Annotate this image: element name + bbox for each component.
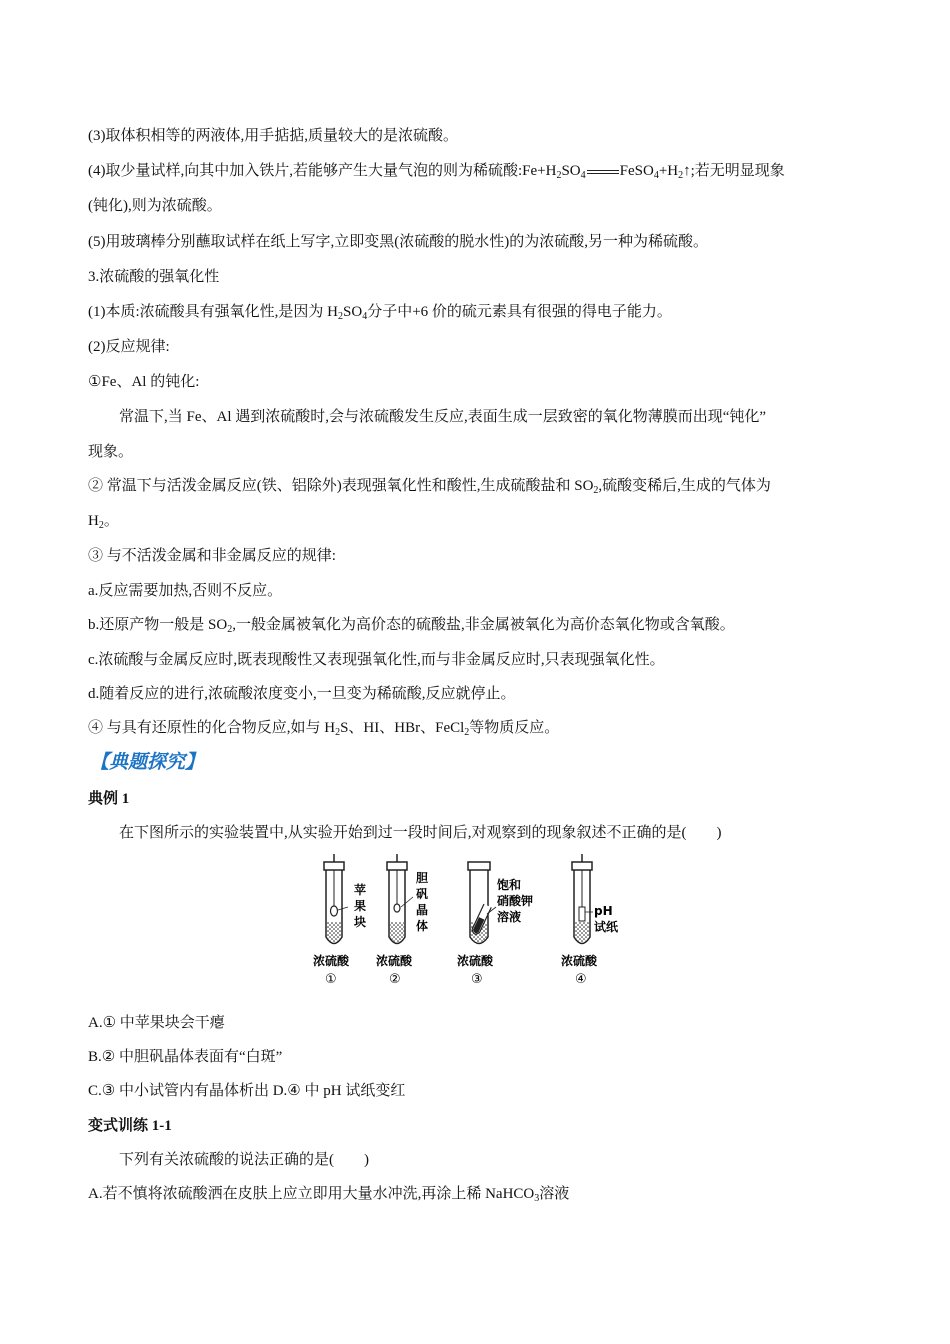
method-5: (5)用玻璃棒分别蘸取试样在纸上写字,立即变黑(浓硫酸的脱水性)的为浓硫酸,另一种为稀硫酸。 bbox=[88, 234, 708, 250]
variant-question: 下列有关浓硫酸的说法正确的是( ) bbox=[119, 1152, 369, 1168]
option-b: B.② 中胆矾晶体表面有“白斑” bbox=[88, 1049, 283, 1065]
rule-1-body: 常温下,当 Fe、Al 遇到浓硫酸时,会与浓硫酸发生反应,表面生成一层致密的氧化物薄膜而出现“钝化” bbox=[119, 409, 767, 425]
tube-2-label: 浓硫酸 bbox=[376, 954, 413, 968]
tube-2-side-label-4: 体 bbox=[416, 919, 429, 933]
tube-1 bbox=[313, 854, 366, 987]
option-c-d: C.③ 中小试管内有晶体析出 D.④ 中 pH 试纸变红 bbox=[88, 1083, 406, 1099]
rule-1-heading: ①Fe、Al 的钝化: bbox=[88, 374, 200, 390]
example-title: 典例 1 bbox=[88, 791, 130, 807]
tube-2-side-label-2: 矾 bbox=[416, 887, 429, 901]
tube-4-num: ④ bbox=[575, 972, 587, 987]
tube-4-label: 浓硫酸 bbox=[561, 954, 598, 968]
ph-paper-icon bbox=[579, 907, 585, 921]
rule-3d: d.随着反应的进行,浓硫酸浓度变小,一旦变为稀硫酸,反应就停止。 bbox=[88, 686, 516, 702]
method-3: (3)取体积相等的两液体,用手掂掂,质量较大的是浓硫酸。 bbox=[88, 128, 458, 144]
tube-1-num: ① bbox=[325, 972, 337, 987]
test-tube-figure bbox=[313, 852, 653, 992]
tube-3-side-label-1: 饱和 bbox=[497, 878, 522, 892]
method-4-line1: (4)取少量试样,向其中加入铁片,若能够产生大量气泡的则为稀硫酸$:Fe+H_2SO_4$ $FeSO_4+H_2↑$;若无明显现象 bbox=[88, 163, 785, 181]
crystal-icon bbox=[394, 904, 400, 912]
tube-4-side-label-2: 试纸 bbox=[594, 920, 619, 934]
tube-3-num: ③ bbox=[471, 972, 483, 987]
equals-sign-icon bbox=[587, 170, 619, 174]
rule-2-line1: ② 常温下与活泼金属反应(铁、铝除外)表现强氧化性和酸性,生成硫酸盐和 $SO_2$,硫酸变稀后,生成的气体为 bbox=[88, 478, 771, 496]
rule-3-heading: ③ 与不活泼金属和非金属反应的规律: bbox=[88, 548, 336, 564]
tube-2 bbox=[376, 854, 429, 987]
tube-3-side-label-2: 硝酸钾 bbox=[497, 894, 534, 908]
tube-2-side-label-3: 晶 bbox=[416, 903, 429, 917]
example-question: 在下图所示的实验装置中,从实验开始到过一段时间后,对观察到的现象叙述不正确的是( ) bbox=[119, 825, 722, 841]
apple-piece-icon bbox=[331, 906, 338, 916]
tube-3-side-label-3: 溶液 bbox=[497, 910, 522, 924]
variant-option-a: A.若不慎将浓硫酸洒在皮肤上应立即用大量水冲洗,再涂上稀 NaHCO$_3$溶液 bbox=[88, 1186, 570, 1204]
method-4-line2: (钝化),则为浓硫酸。 bbox=[88, 198, 222, 214]
reaction-rules-heading: (2)反应规律: bbox=[88, 339, 170, 355]
tube-3 bbox=[457, 862, 533, 987]
rule-4: ④ 与具有还原性的化合物反应,如与 $H_2S$、HI、HBr、FeCl$_2$等物质反应。 bbox=[88, 720, 560, 738]
option-a: A.① 中苹果块会干瘪 bbox=[88, 1015, 225, 1031]
tube-4-side-label-1: pH bbox=[594, 904, 613, 918]
rule-3c: c.浓硫酸与金属反应时,既表现酸性又表现强氧化性,而与非金属反应时,只表现强氧化性。 bbox=[88, 652, 665, 668]
variant-title: 变式训练 1-1 bbox=[88, 1118, 172, 1134]
rule-2-line2: $H_2$。 bbox=[88, 513, 119, 531]
tube-4 bbox=[561, 854, 619, 987]
test-tube-diagram bbox=[313, 852, 653, 992]
tube-2-num: ② bbox=[389, 972, 401, 987]
tube-1-side-label-3: 块 bbox=[354, 915, 367, 929]
rule-3a: a.反应需要加热,否则不反应。 bbox=[88, 583, 283, 599]
rule-3b: b.还原产物一般是 $SO_2$,一般金属被氧化为高价态的硫酸盐,非金属被氧化为高价态氧化物或含氧酸。 bbox=[88, 617, 735, 635]
tube-2-side-label-1: 胆 bbox=[416, 871, 429, 885]
section-title: 【典题探究】 bbox=[90, 751, 205, 773]
essence-paragraph: (1)本质:浓硫酸具有强氧化性,是因为 $H_2SO_4$分子中+6 价的硫元素具有很强的得电子能力。 bbox=[88, 304, 672, 322]
heading-strong-oxidation: 3.浓硫酸的强氧化性 bbox=[88, 269, 220, 285]
rule-1-tail: 现象。 bbox=[88, 444, 134, 460]
tube-3-label: 浓硫酸 bbox=[457, 954, 494, 968]
tube-1-label: 浓硫酸 bbox=[313, 954, 350, 968]
tube-1-side-label-2: 果 bbox=[354, 899, 367, 913]
tube-1-side-label-1: 苹 bbox=[354, 883, 367, 897]
